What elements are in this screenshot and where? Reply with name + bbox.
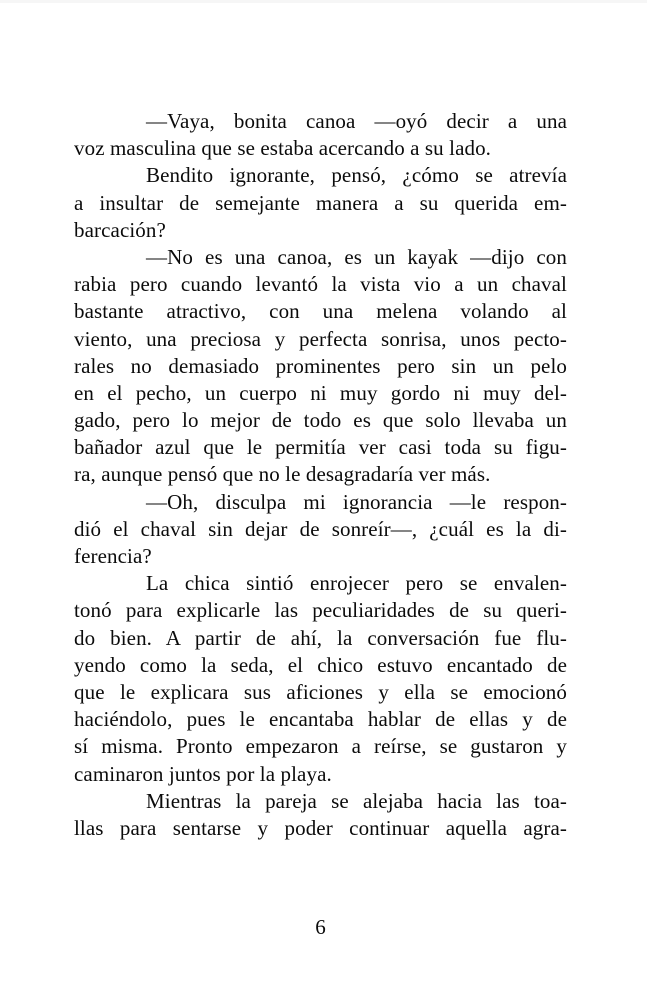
- text-line: La chica sintió enrojecer pero se envalen-: [146, 571, 567, 596]
- text-line: sí misma. Pronto empezaron a reírse, se gustaron y: [74, 734, 567, 759]
- text-line: do bien. A partir de ahí, la conversación fue flu-: [74, 625, 567, 650]
- text-line: ra, aunque pensó que no le desagradaría ver más.: [74, 462, 491, 487]
- text-line: —Vaya, bonita canoa —oyó decir a una: [146, 109, 567, 133]
- text-block: [74, 108, 567, 842]
- text-line: bastante atractivo, con una melena volando al: [74, 299, 567, 324]
- text-line: barcación?: [74, 217, 166, 242]
- text-line: haciéndolo, pues le encantaba hablar de ellas y de: [74, 707, 567, 732]
- text-line: ferencia?: [74, 544, 152, 568]
- text-line: a insultar de semejante manera a su querida em-: [74, 190, 567, 215]
- text-line: Mientras la pareja se alejaba hacia las toa-: [146, 788, 567, 813]
- text-line: caminaron juntos por la playa.: [74, 761, 332, 786]
- text-line: tonó para explicarle las peculiaridades de su queri-: [74, 598, 567, 623]
- page-top-edge: [0, 0, 647, 3]
- text-line: voz masculina que se estaba acercando a su lado.: [74, 136, 492, 161]
- text-line: en el pecho, un cuerpo ni muy gordo ni muy del-: [74, 380, 567, 405]
- text-line: Bendito ignorante, pensó, ¿cómo se atrevía: [146, 163, 567, 188]
- text-line: gado, pero lo mejor de todo es que solo llevaba un: [74, 408, 567, 433]
- text-line: bañador azul que le permitía ver casi toda su figu-: [74, 435, 567, 460]
- text-line: rales no demasiado prominentes pero sin un pelo: [74, 353, 567, 378]
- text-line: viento, una preciosa y perfecta sonrisa, unos pecto-: [74, 326, 567, 351]
- text-line: —Oh, disculpa mi ignorancia —le respon-: [146, 489, 567, 514]
- text-line: que le explicara sus aficiones y ella se emocionó: [74, 679, 567, 704]
- text-line: yendo como la seda, el chico estuvo encantado de: [74, 652, 567, 677]
- text-line: dió el chaval sin dejar de sonreír—, ¿cuál es la di-: [74, 516, 567, 541]
- text-line: llas para sentarse y poder continuar aquella agra-: [74, 815, 567, 840]
- text-line: rabia pero cuando levantó la vista vio a un chaval: [74, 272, 567, 297]
- text-line: —No es una canoa, es un kayak —dijo con: [146, 244, 567, 269]
- page-number: 6: [315, 915, 326, 939]
